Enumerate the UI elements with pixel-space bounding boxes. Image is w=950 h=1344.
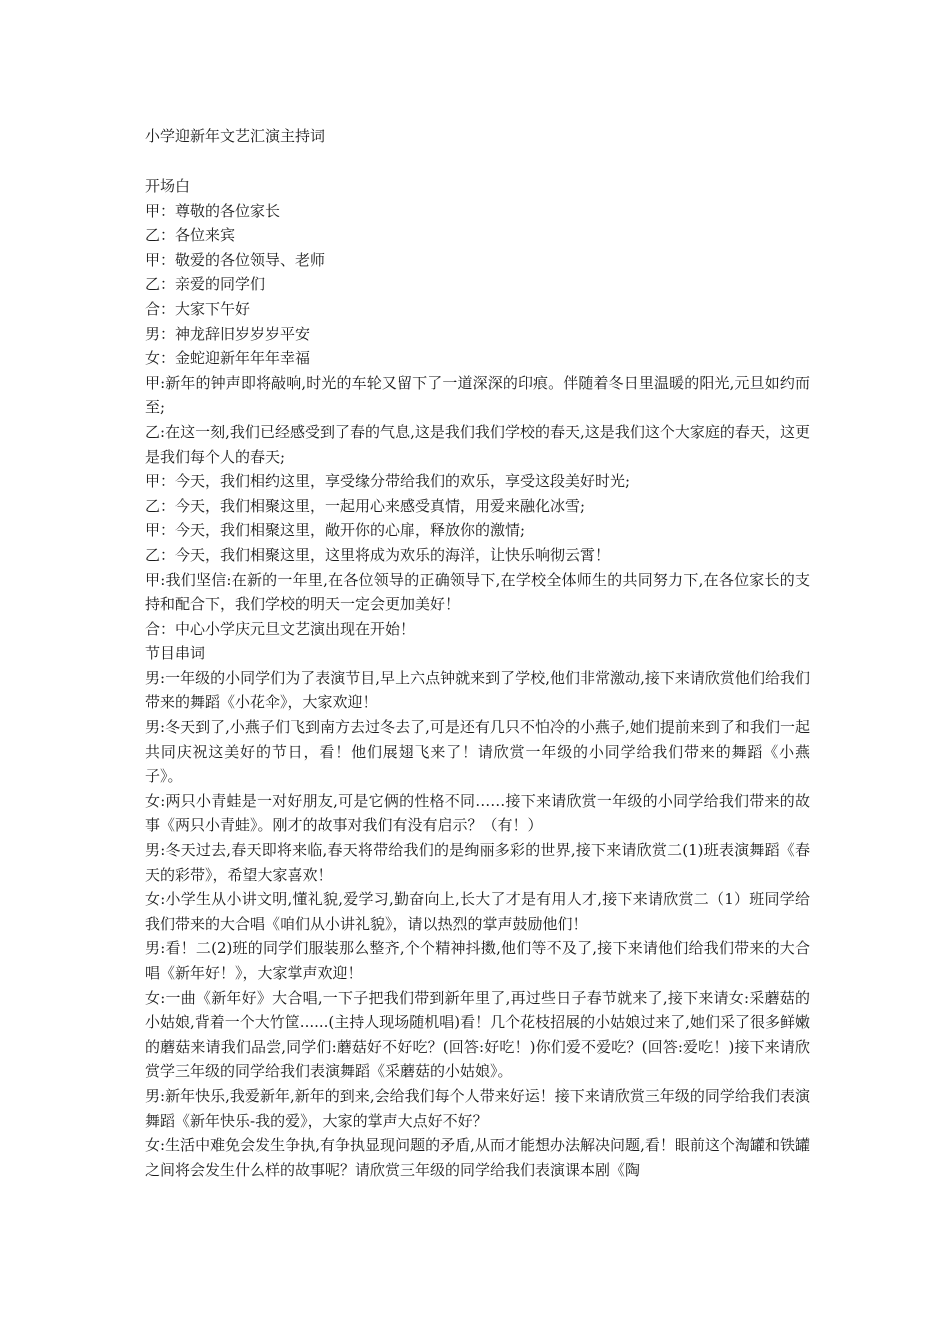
- document-line: 甲：尊敬的各位家长: [145, 201, 281, 220]
- document-line: 甲:我们坚信:在新的一年里,在各位领导的正确领导下,在学校全体师生的共同努力下,在各位家长的支持和配合下，我们学校的明天一定会更加美好！: [145, 570, 810, 614]
- document-line: 节目串词: [145, 644, 206, 663]
- document-line: 男：神龙辞旧岁岁岁平安: [145, 324, 311, 343]
- document-line: 男:一年级的小同学们为了表演节目,早上六点钟就来到了学校,他们非常激动,接下来请欣赏他们给我们带来的舞蹈《小花伞》，大家欢迎！: [145, 668, 810, 712]
- document-title: 小学迎新年文艺汇演主持词: [145, 127, 326, 145]
- document-line: 男:看！二(2)班的同学们服装那么整齐,个个精神抖擞,他们等不及了,接下来请他们给我们带来的大合唱《新年好！》，大家掌声欢迎！: [145, 939, 810, 982]
- document-line: 甲:新年的钟声即将敲响,时光的车轮又留下了一道深深的印痕。伴随着冬日里温暖的阳光,元旦如约而至;: [145, 373, 810, 417]
- document-line: 男:冬天过去,春天即将来临,春天将带给我们的是绚丽多彩的世界,接下来请欣赏二(1)班表演舞蹈《春天的彩带》，希望大家喜欢！: [145, 841, 810, 884]
- document-line: 合：大家下午好: [145, 299, 251, 318]
- document-line: 女:小学生从小讲文明,懂礼貌,爱学习,勤奋向上,长大了才是有用人才,接下来请欣赏二（1）班同学给我们带来的大合唱《咱们从小讲礼貌》，请以热烈的掌声鼓励他们！: [145, 890, 810, 933]
- document-line: 乙:在这一刻,我们已经感受到了春的气息,这是我们我们学校的春天,这是我们这个大家庭的春天，这更是我们每个人的春天;: [145, 422, 810, 466]
- document-line: 合：中心小学庆元旦文艺演出现在开始！: [145, 619, 416, 638]
- document-line: 甲：今天，我们相约这里，享受缘分带给我们的欢乐，享受这段美好时光;: [145, 472, 631, 491]
- document-line: 甲：今天，我们相聚这里，敞开你的心扉，释放你的激情;: [145, 521, 526, 540]
- document-line: 女:两只小青蛙是一对好朋友,可是它俩的性格不同……接下来请欣赏一年级的小同学给我们带来的故事《两只小青蛙》。刚才的故事对我们有没有启示？（有！）: [145, 791, 810, 835]
- document-line: 乙：各位来宾: [145, 226, 236, 245]
- document-line: 女:一曲《新年好》大合唱,一下子把我们带到新年里了,再过些日子春节就来了,接下来请女:采蘑菇的小姑娘,背着一个大竹筐......(主持人现场随机唱)看！几个花枝招展的小姑娘过来了,她们采了很多鲜嫩的蘑菇来请我们品尝,同学们:蘑菇好不好吃？(回答:好吃！)你们爱不爱吃？(回答:爱吃！)接下来请欣赏学三年级的同学给我们表演舞蹈《采蘑菇的小姑娘》。: [145, 988, 810, 1081]
- document-line: 女:生活中难免会发生争执,有争执显现问题的矛盾,从而才能想办法解决问题,看！眼前这个淘罐和铁罐之间将会发生什么样的故事呢？请欣赏三年级的同学给我们表演课本剧《陶: [145, 1136, 810, 1179]
- document-line: 女：金蛇迎新年年年幸福: [145, 349, 311, 368]
- document-line: 男:冬天到了,小燕子们飞到南方去过冬去了,可是还有几只不怕冷的小燕子,她们提前来到了和我们一起共同庆祝这美好的节日，看！他们展翅飞来了！请欣赏一年级的小同学给我们带来的舞蹈《小燕子》。: [145, 718, 810, 786]
- document-line: 乙：亲爱的同学们: [145, 275, 266, 294]
- document-line: 甲：敬爱的各位领导、老师: [145, 250, 326, 269]
- document-line: 乙：今天，我们相聚这里，一起用心来感受真情，用爱来融化冰雪;: [145, 496, 586, 515]
- document-line: 开场白: [145, 177, 191, 195]
- document-line: 乙：今天，我们相聚这里，这里将成为欢乐的海洋，让快乐响彻云霄！: [145, 545, 611, 564]
- document-body: [145, 174, 810, 1182]
- document-line: 男:新年快乐,我爱新年,新年的到来,会给我们每个人带来好运！接下来请欣赏三年级的同学给我们表演舞蹈《新年快乐-我的爱》，大家的掌声大点好不好？: [145, 1086, 810, 1130]
- document-page: [145, 124, 810, 1182]
